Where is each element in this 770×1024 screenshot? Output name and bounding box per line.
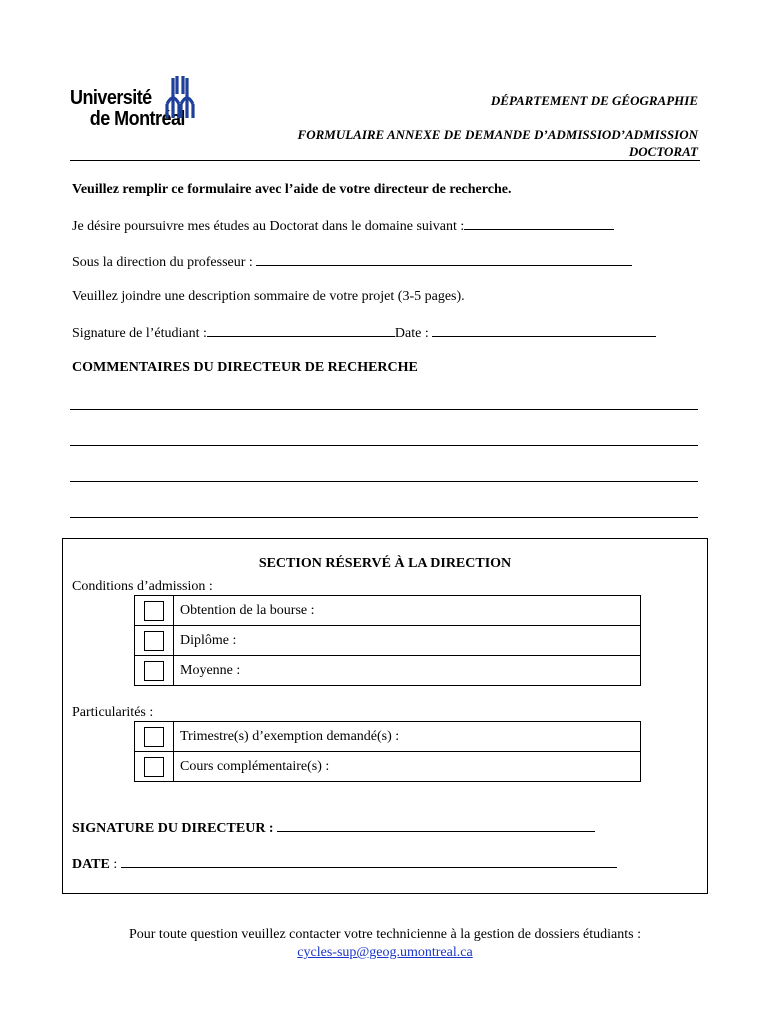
conditions-label: Conditions d’admission : <box>72 579 213 594</box>
domain-label: Je désire poursuivre mes études au Doctorat dans le domaine suivant : <box>72 219 465 234</box>
particularite-checkbox[interactable] <box>144 727 164 747</box>
director-date-colon: : <box>109 857 118 872</box>
footer-contact-text: Pour toute question veuillez contacter votre technicienne à la gestion de dossiers étudiants : <box>128 927 641 942</box>
description-note: Veuillez joindre une description sommaire de votre projet (3-5 pages). <box>72 289 465 304</box>
professor-label: Sous la direction du professeur : <box>72 255 253 270</box>
comment-line[interactable] <box>70 445 698 446</box>
department-title: DÉPARTEMENT DE GÉOGRAPHIE <box>490 93 698 108</box>
director-signature-field[interactable] <box>277 819 595 832</box>
particularites-table <box>134 721 641 782</box>
condition-label: Obtention de la bourse : <box>174 596 641 626</box>
reserved-section-heading: SECTION RÉSERVÉ À LA DIRECTION <box>258 556 512 571</box>
director-date-field[interactable] <box>121 855 617 868</box>
professor-row <box>72 253 632 271</box>
condition-checkbox[interactable] <box>144 631 164 651</box>
domain-field[interactable] <box>464 217 614 230</box>
comment-line[interactable] <box>70 517 698 518</box>
header-divider <box>70 160 700 161</box>
professor-field[interactable] <box>256 253 632 266</box>
student-signature-field[interactable] <box>207 324 395 337</box>
particularite-label: Cours complémentaire(s) : <box>174 752 641 782</box>
director-signature-label: SIGNATURE DU DIRECTEUR : <box>72 821 274 836</box>
comment-line[interactable] <box>70 481 698 482</box>
instruction-text: Veuillez remplir ce formulaire avec l’aide de votre directeur de recherche. <box>72 182 512 197</box>
particularite-row <box>135 752 641 782</box>
director-signature-row <box>72 819 595 837</box>
form-title-line-2: DOCTORAT <box>628 144 698 159</box>
particularites-label: Particularités : <box>72 705 154 720</box>
date-label: Date : <box>394 326 429 341</box>
signature-row <box>72 324 656 342</box>
signature-label: Signature de l’étudiant : <box>72 326 207 341</box>
particularite-row <box>135 722 641 752</box>
condition-row <box>135 656 641 686</box>
footer-email-link[interactable]: cycles-sup@geog.umontreal.ca <box>297 945 473 960</box>
comment-line[interactable] <box>70 409 698 410</box>
student-date-field[interactable] <box>432 324 656 337</box>
director-date-row <box>72 855 617 873</box>
condition-checkbox[interactable] <box>144 601 164 621</box>
comments-heading: COMMENTAIRES DU DIRECTEUR DE RECHERCHE <box>72 360 418 375</box>
particularite-label: Trimestre(s) d’exemption demandé(s) : <box>174 722 641 752</box>
footer-email-row <box>0 945 770 961</box>
logo-line-2: de Montréal <box>89 108 185 130</box>
conditions-table <box>134 595 641 686</box>
director-date-label: DATE <box>72 857 110 872</box>
condition-checkbox[interactable] <box>144 661 164 681</box>
condition-row <box>135 626 641 656</box>
university-logo-icon <box>164 74 196 132</box>
domain-row <box>72 217 614 235</box>
particularite-checkbox[interactable] <box>144 757 164 777</box>
form-title-line-1: FORMULAIRE ANNEXE DE DEMANDE D’ADMISSIOD’ADMISSION <box>297 127 698 142</box>
condition-label: Diplôme : <box>174 626 641 656</box>
logo-line-1: Université <box>70 87 152 109</box>
condition-row <box>135 596 641 626</box>
condition-label: Moyenne : <box>174 656 641 686</box>
